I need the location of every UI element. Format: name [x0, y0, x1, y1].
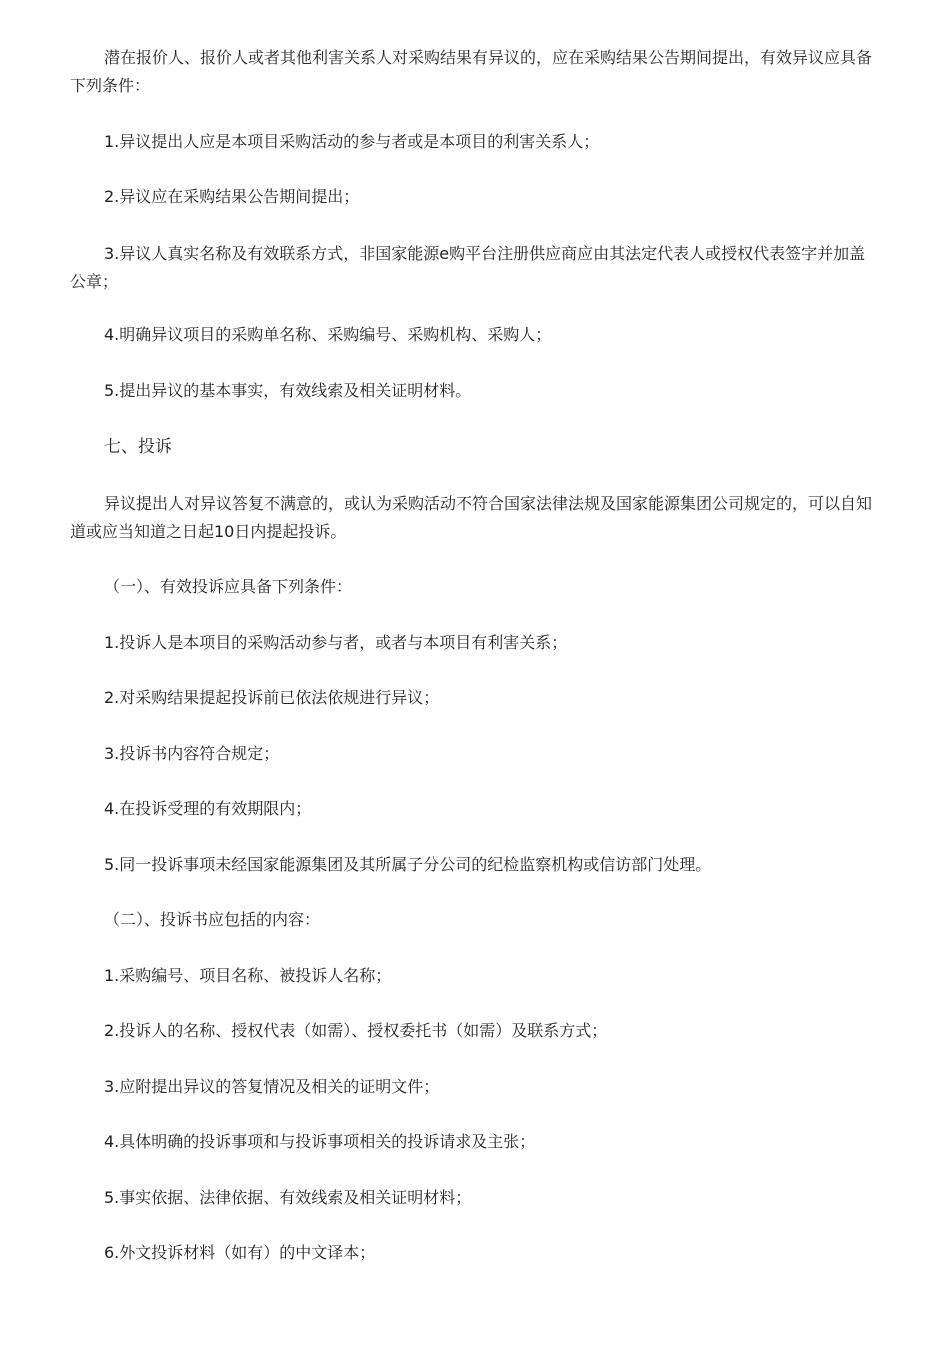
paragraph-complaint-condition-2: 2.对采购结果提起投诉前已依法依规进行异议； — [104, 688, 440, 707]
paragraph-complaint-condition-5: 5.同一投诉事项未经国家能源集团及其所属子分公司的纪检监察机构或信访部门处理。 — [104, 855, 712, 874]
paragraph-objection-condition-4: 4.明确异议项目的采购单名称、采购编号、采购机构、采购人； — [104, 325, 552, 344]
paragraph-complaint-content-4: 4.具体明确的投诉事项和与投诉事项相关的投诉请求及主张； — [104, 1132, 536, 1151]
paragraph-objection-condition-3: 3.异议人真实名称及有效联系方式，非国家能源e购平台注册供应商应由其法定代表人或授权代表签字并加盖公章； — [70, 244, 866, 291]
paragraph-complaint-content-6: 6.外文投诉材料（如有）的中文译本； — [104, 1243, 376, 1262]
paragraph-complaint-content-5: 5.事实依据、法律依据、有效线索及相关证明材料； — [104, 1188, 472, 1207]
paragraph-complaint-content-1: 1.采购编号、项目名称、被投诉人名称； — [104, 966, 392, 985]
paragraph-complaint-condition-3: 3.投诉书内容符合规定； — [104, 744, 280, 763]
paragraph-complaint-condition-4: 4.在投诉受理的有效期限内； — [104, 799, 312, 818]
section-heading-complaint: 七、投诉 — [104, 437, 172, 457]
paragraph-objection-condition-5: 5.提出异议的基本事实，有效线索及相关证明材料。 — [104, 381, 472, 400]
paragraph-complaint-content-3: 3.应附提出异议的答复情况及相关的证明文件； — [104, 1077, 440, 1096]
paragraph-objection-intro: 潜在报价人、报价人或者其他利害关系人对采购结果有异议的，应在采购结果公告期间提出，有效异议应具备下列条件： — [70, 48, 873, 95]
subheading-complaint-content: （二）、投诉书应包括的内容： — [104, 910, 321, 929]
paragraph-complaint-intro: 异议提出人对异议答复不满意的，或认为采购活动不符合国家法律法规及国家能源集团公司规定的，可以自知道或应当知道之日起10日内提起投诉。 — [70, 494, 873, 541]
paragraph-complaint-condition-1: 1.投诉人是本项目的采购活动参与者，或者与本项目有利害关系； — [104, 633, 568, 652]
subheading-valid-complaint-conditions: （一）、有效投诉应具备下列条件： — [104, 577, 353, 596]
paragraph-complaint-content-2: 2.投诉人的名称、授权代表（如需）、授权委托书（如需）及联系方式； — [104, 1021, 608, 1040]
paragraph-objection-condition-2: 2.异议应在采购结果公告期间提出； — [104, 187, 360, 206]
paragraph-objection-condition-1: 1.异议提出人应是本项目采购活动的参与者或是本项目的利害关系人； — [104, 132, 600, 151]
